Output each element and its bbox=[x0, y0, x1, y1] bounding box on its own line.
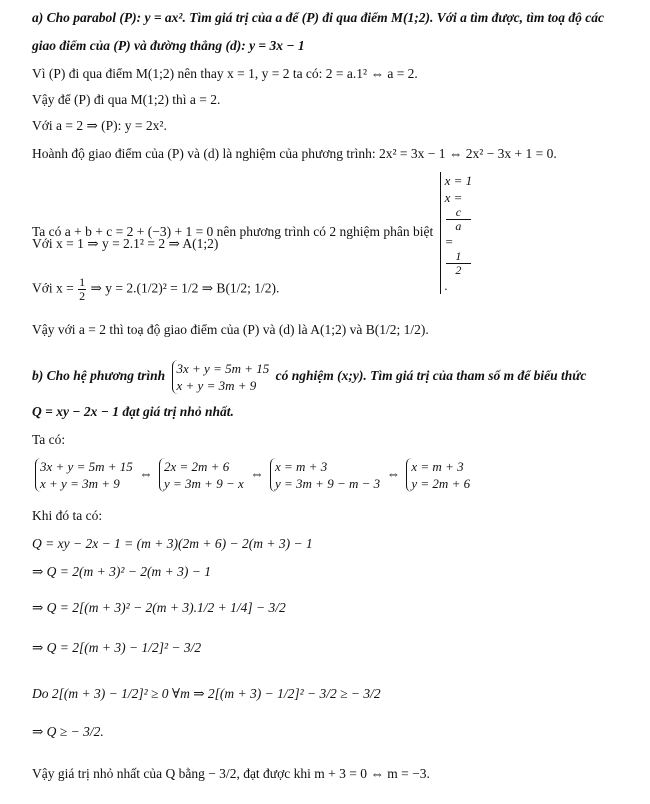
equation-line: ⇒ Q = 2[(m + 3)² − 2(m + 3).1/2 + 1/4] − 3/2 bbox=[32, 600, 286, 615]
solution-line: Ta có: bbox=[32, 432, 66, 447]
solution-line: Với a = 2 ⇒ (P): y = 2x². bbox=[32, 118, 167, 133]
equiv-symbol: ⇔ bbox=[250, 466, 264, 482]
system-2: 2x = 2m + 6 y = 3m + 9 − x bbox=[159, 458, 244, 492]
part-b-question-line1 bbox=[32, 360, 586, 394]
text-segment: b) Cho hệ phương trình bbox=[32, 368, 166, 384]
roots-system bbox=[440, 172, 473, 294]
question-system bbox=[172, 360, 270, 394]
equation-line: ⇒ Q ≥ − 3/2. bbox=[32, 724, 104, 739]
root-2: x = c a = 1 2 . bbox=[445, 189, 473, 294]
part-a-question-line1: a) Cho parabol (P): y = ax². Tìm giá trị của a để (P) đi qua điểm M(1;2). Với a tìm được, tìm toạ độ các bbox=[32, 10, 605, 25]
solution-conclusion-a: Vậy với a = 2 thì toạ độ giao điểm của (P) và (d) là A(1;2) và B(1/2; 1/2). bbox=[32, 322, 429, 337]
text-segment: (1/2; 1/2). bbox=[225, 280, 280, 296]
system-row: 3x + y = 5m + 15 bbox=[176, 361, 270, 376]
text-segment: Với x = bbox=[32, 280, 78, 296]
root-1: x = 1 bbox=[444, 173, 473, 188]
solution-line: Hoành độ giao điểm của (P) và (d) là nghiệm của phương trình: 2x² = 3x − 1 ⇔ 2x² − 3x + 1 = 0. bbox=[32, 146, 557, 161]
solution-line-point-b: Với x = $\frac{1}{2}$ ⇒ y = 2.(1/2)² = 1/2 ⇒ B(1/2; 1/2). bbox=[32, 275, 280, 303]
solution-line: Vậy để (P) đi qua M(1;2) thì a = 2. bbox=[32, 92, 221, 107]
system-3: x = m + 3 y = 3m + 9 − m − 3 bbox=[270, 458, 380, 492]
equiv-symbol: ⇔ bbox=[139, 466, 153, 482]
text-segment: = 1/2 ⇒ B bbox=[166, 280, 226, 296]
equation-line: ⇒ Q = 2(m + 3)² − 2(m + 3) − 1 bbox=[32, 564, 212, 579]
text-segment: (1/2)² bbox=[136, 280, 167, 296]
system-4: x = m + 3 y = 2m + 6 bbox=[406, 458, 470, 492]
text-segment: có nghiệm (x;y). Tìm giá trị của tham số m để biểu thức bbox=[275, 368, 587, 384]
solution-conclusion-b: Vậy giá trị nhỏ nhất của Q bằng − 3/2, đạt được khi m + 3 = 0 ⇔ m = −3. bbox=[32, 766, 430, 781]
equiv-symbol: ⇔ bbox=[386, 466, 401, 482]
equation-line: Do 2[(m + 3) − 1/2]² ≥ 0 ∀m ⇒ 2[(m + 3) − 1/2]² − 3/2 ≥ − 3/2 bbox=[32, 686, 381, 701]
equation-line: ⇒ Q = 2[(m + 3) − 1/2]² − 3/2 bbox=[32, 640, 202, 655]
roots-intro: Ta có a + b + c = 2 + (−3) + 1 = 0 nên phương trình có 2 nghiệm phân biệt bbox=[32, 224, 434, 240]
part-b-question-line2: Q = xy − 2x − 1 đạt giá trị nhỏ nhất. bbox=[32, 404, 234, 419]
solution-line: Với x = 1 ⇒ y = 2.1² = 2 ⇒ A(1;2) bbox=[32, 236, 219, 251]
equation-line: Q = xy − 2x − 1 = (m + 3)(2m + 6) − 2(m + 3) − 1 bbox=[32, 536, 313, 551]
solution-line: Khi đó ta có: bbox=[32, 508, 103, 523]
solution-line: Vì (P) đi qua điểm M(1;2) nên thay x = 1, y = 2 ta có: 2 = a.1² ⇔ a = 2. bbox=[32, 66, 418, 81]
part-a-question-line2: giao điểm của (P) và đường thẳng (d): y = 3x − 1 bbox=[32, 38, 305, 53]
text-segment: ⇒ y = 2. bbox=[87, 280, 137, 296]
system-row: x + y = 3m + 9 bbox=[176, 378, 257, 393]
system-chain bbox=[32, 458, 473, 492]
system-1: 3x + y = 5m + 15 x + y = 3m + 9 bbox=[35, 458, 133, 492]
